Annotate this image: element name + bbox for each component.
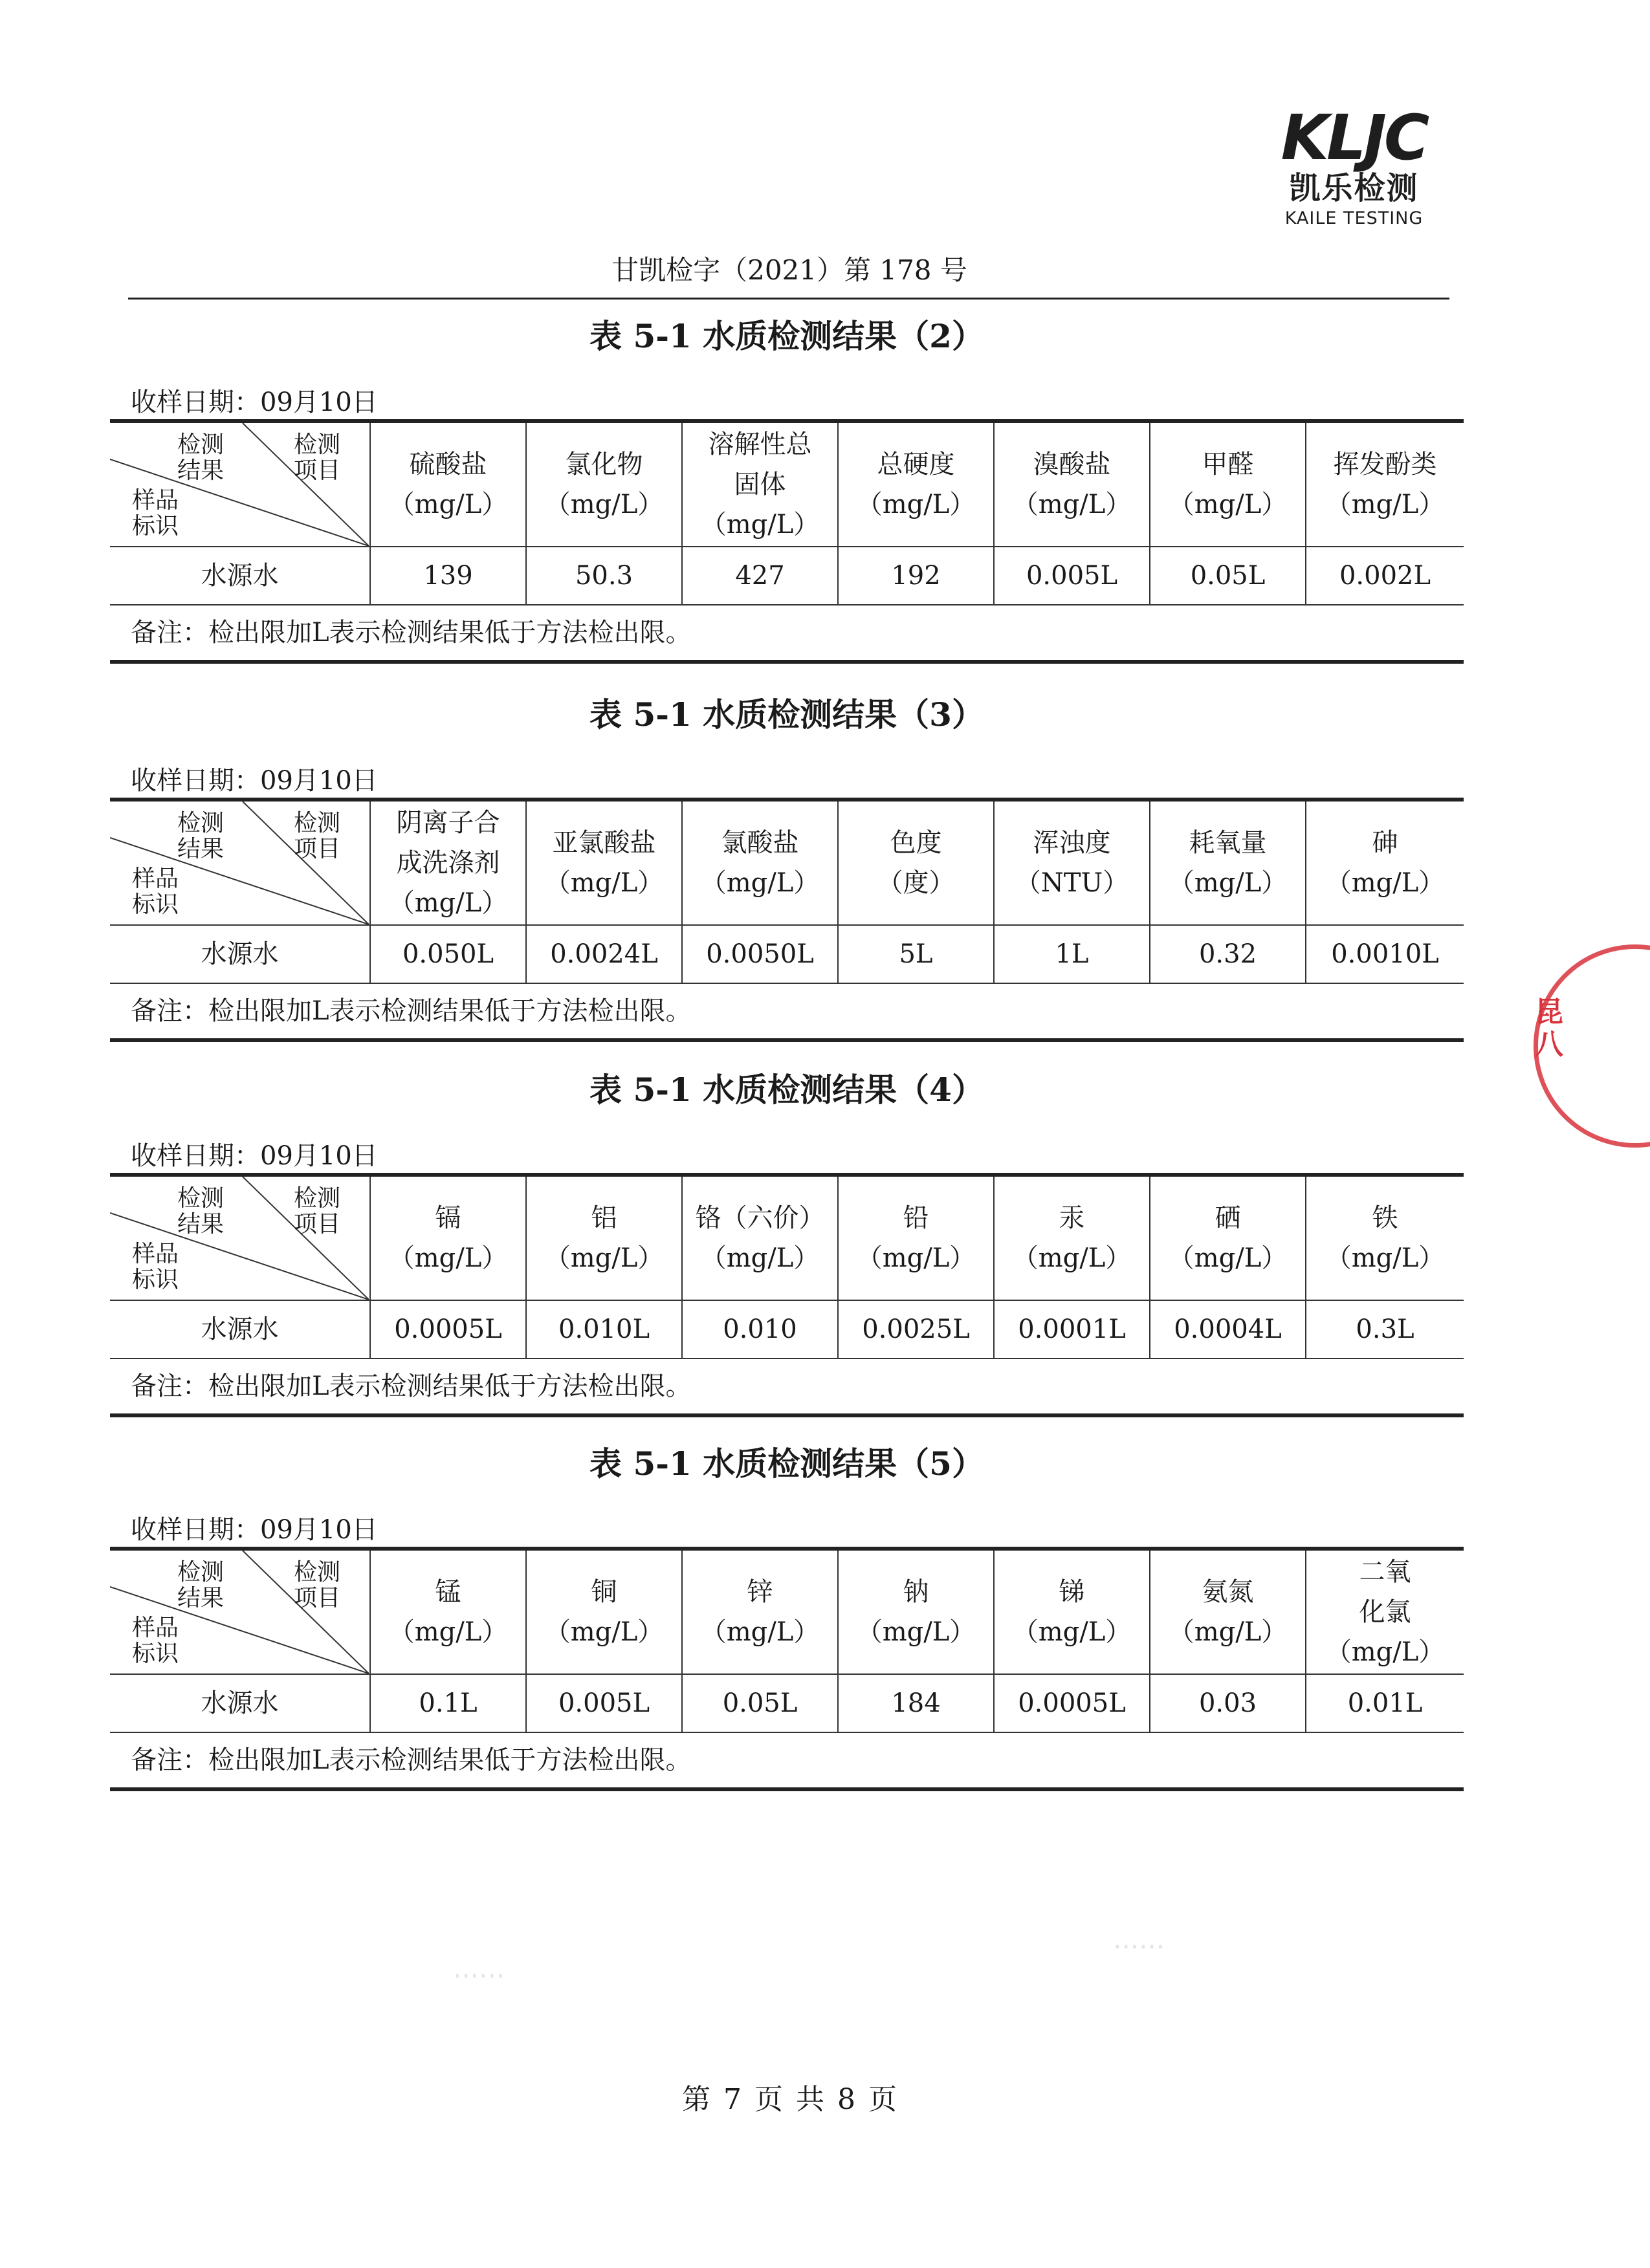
section-title: 表 5-1 水质检测结果（4） <box>589 1071 984 1109</box>
result-value-cell: 50.3 <box>526 547 682 605</box>
diag-label-result: 检测 结果 <box>177 431 224 484</box>
company-logo <box>1268 102 1440 230</box>
column-header <box>1150 800 1306 925</box>
result-value-cell: 0.0050L <box>682 925 838 983</box>
column-header-label: 氯化物 （mg/L） <box>544 450 664 519</box>
column-header <box>526 1549 682 1674</box>
section-title: 表 5-1 水质检测结果（2） <box>589 317 984 355</box>
column-header-label: 锰 （mg/L） <box>388 1577 508 1647</box>
column-header <box>838 800 994 925</box>
column-header-label: 亚氯酸盐 （mg/L） <box>544 828 664 898</box>
section-title: 表 5-1 水质检测结果（3） <box>589 695 984 734</box>
show-through-signature-2: ······ <box>453 1960 505 1992</box>
result-value-cell: 0.002L <box>1306 547 1464 605</box>
column-header <box>526 800 682 925</box>
column-header-label: 色度 （度） <box>877 828 955 898</box>
result-value-cell: 5L <box>838 925 994 983</box>
result-value-cell: 0.03 <box>1150 1674 1306 1732</box>
sample-id-cell: 水源水 <box>110 547 370 605</box>
table-header-row <box>110 800 1464 925</box>
column-header <box>1150 1175 1306 1300</box>
diag-label-result: 检测 结果 <box>177 1185 224 1238</box>
result-value-cell: 139 <box>370 547 526 605</box>
sample-id-cell: 水源水 <box>110 1674 370 1732</box>
page-footer: 第 7 页 共 8 页 <box>682 2083 897 2116</box>
result-value-cell: 0.05L <box>682 1674 838 1732</box>
result-value-cell: 0.0010L <box>1306 925 1464 983</box>
table-note: 备注：检出限加L表示检测结果低于方法检出限。 <box>110 605 1464 662</box>
result-value-cell: 0.05L <box>1150 547 1306 605</box>
result-value-cell: 0.0005L <box>370 1300 526 1358</box>
sampling-date: 收样日期：09月10日 <box>131 1515 378 1545</box>
table-row <box>110 1674 1464 1732</box>
diagonal-header-cell <box>110 800 370 925</box>
table-note-row <box>110 605 1464 662</box>
diag-label-sample: 样品 标识 <box>131 866 179 918</box>
column-header-label: 耗氧量 （mg/L） <box>1168 828 1288 898</box>
column-header <box>994 1549 1150 1674</box>
table-note-row <box>110 1358 1464 1415</box>
diag-label-item: 检测 项目 <box>293 1559 340 1611</box>
table-header-row <box>110 1549 1464 1674</box>
column-header <box>838 1549 994 1674</box>
column-header <box>370 421 526 547</box>
column-header <box>370 800 526 925</box>
result-section <box>110 1071 1464 1417</box>
column-header <box>682 800 838 925</box>
column-header-label: 镉 （mg/L） <box>388 1203 508 1273</box>
result-value-cell: 0.005L <box>526 1674 682 1732</box>
result-value-cell: 0.050L <box>370 925 526 983</box>
column-header-label: 溴酸盐 （mg/L） <box>1012 450 1132 519</box>
column-header <box>682 421 838 547</box>
result-value-cell: 0.0001L <box>994 1300 1150 1358</box>
diag-label-result: 检测 结果 <box>177 1559 224 1611</box>
column-header-label: 铁 （mg/L） <box>1325 1203 1445 1273</box>
column-header <box>994 1175 1150 1300</box>
result-value-cell: 192 <box>838 547 994 605</box>
sample-id-cell: 水源水 <box>110 925 370 983</box>
logo-mark: KLJC <box>1281 102 1427 174</box>
sample-id-cell: 水源水 <box>110 1300 370 1358</box>
column-header <box>370 1175 526 1300</box>
table-row <box>110 547 1464 605</box>
table-row <box>110 1300 1464 1358</box>
column-header-label: 锑 （mg/L） <box>1012 1577 1132 1647</box>
column-header-label: 氨氮 （mg/L） <box>1168 1577 1288 1647</box>
diag-label-item: 检测 项目 <box>293 810 340 862</box>
logo-name-cn: 凯乐检测 <box>1289 170 1419 206</box>
results-table <box>110 1547 1464 1791</box>
show-through-signature-1: ······ <box>1113 1931 1165 1963</box>
column-header-label: 锌 （mg/L） <box>700 1577 820 1647</box>
table-note: 备注：检出限加L表示检测结果低于方法检出限。 <box>110 1358 1464 1415</box>
column-header-label: 铜 （mg/L） <box>544 1577 664 1647</box>
column-header-label: 铝 （mg/L） <box>544 1203 664 1273</box>
column-header-label: 总硬度 （mg/L） <box>856 450 976 519</box>
result-value-cell: 0.3L <box>1306 1300 1464 1358</box>
column-header <box>1306 1549 1464 1674</box>
results-table <box>110 419 1464 664</box>
column-header-label: 铬（六价） （mg/L） <box>695 1203 825 1273</box>
logo-name-en: KAILE TESTING <box>1284 208 1424 228</box>
column-header <box>1306 1175 1464 1300</box>
sampling-date: 收样日期：09月10日 <box>131 1141 378 1171</box>
column-header-label: 挥发酚类 （mg/L） <box>1325 450 1445 519</box>
column-header <box>682 1175 838 1300</box>
table-note-row <box>110 983 1464 1040</box>
diagonal-header-cell <box>110 1549 370 1674</box>
column-header-label: 浑浊度 （NTU） <box>1015 828 1129 898</box>
result-value-cell: 1L <box>994 925 1150 983</box>
result-value-cell: 0.1L <box>370 1674 526 1732</box>
result-value-cell: 184 <box>838 1674 994 1732</box>
table-row <box>110 925 1464 983</box>
column-header-label: 硫酸盐 （mg/L） <box>388 450 508 519</box>
results-table <box>110 798 1464 1042</box>
result-section <box>110 317 1464 664</box>
result-value-cell: 0.005L <box>994 547 1150 605</box>
result-value-cell: 0.010 <box>682 1300 838 1358</box>
column-header <box>526 1175 682 1300</box>
diag-label-item: 检测 项目 <box>293 1185 340 1238</box>
result-section <box>110 695 1464 1042</box>
document-number: 甘凯检字（2021）第 178 号 <box>611 254 967 286</box>
column-header <box>1150 1549 1306 1674</box>
results-table <box>110 1173 1464 1417</box>
column-header <box>1306 800 1464 925</box>
result-value-cell: 0.0024L <box>526 925 682 983</box>
result-value-cell: 0.32 <box>1150 925 1306 983</box>
column-header-label: 汞 （mg/L） <box>1012 1203 1132 1273</box>
result-section <box>110 1445 1464 1791</box>
column-header <box>1150 421 1306 547</box>
column-header-label: 硒 （mg/L） <box>1168 1203 1288 1273</box>
diagonal-header-cell <box>110 1175 370 1300</box>
result-value-cell: 0.010L <box>526 1300 682 1358</box>
result-value-cell: 0.0004L <box>1150 1300 1306 1358</box>
column-header-label: 溶解性总 固体 （mg/L） <box>700 430 820 540</box>
result-value-cell: 0.0005L <box>994 1674 1150 1732</box>
diag-label-sample: 样品 标识 <box>131 1241 179 1293</box>
sampling-date: 收样日期：09月10日 <box>131 387 378 417</box>
diag-label-result: 检测 结果 <box>177 810 224 862</box>
column-header-label: 二氧 化氯 （mg/L） <box>1325 1557 1445 1667</box>
column-header-label: 铅 （mg/L） <box>856 1203 976 1273</box>
diag-label-item: 检测 项目 <box>293 431 340 484</box>
header-divider <box>128 298 1449 300</box>
section-title: 表 5-1 水质检测结果（5） <box>589 1445 984 1483</box>
column-header <box>994 800 1150 925</box>
result-value-cell: 0.0025L <box>838 1300 994 1358</box>
result-value-cell: 0.01L <box>1306 1674 1464 1732</box>
column-header-label: 砷 （mg/L） <box>1325 828 1445 898</box>
column-header-label: 氯酸盐 （mg/L） <box>700 828 820 898</box>
column-header <box>994 421 1150 547</box>
table-note-row <box>110 1732 1464 1789</box>
table-note: 备注：检出限加L表示检测结果低于方法检出限。 <box>110 983 1464 1040</box>
column-header-label: 钠 （mg/L） <box>856 1577 976 1647</box>
seal-text: 昆八 <box>1535 996 1563 1061</box>
column-header <box>370 1549 526 1674</box>
column-header <box>526 421 682 547</box>
diagonal-header-cell <box>110 421 370 547</box>
column-header-label: 阴离子合 成洗涤剂 （mg/L） <box>388 808 508 918</box>
diag-label-sample: 样品 标识 <box>131 1615 179 1667</box>
column-header <box>838 421 994 547</box>
result-value-cell: 427 <box>682 547 838 605</box>
column-header-label: 甲醛 （mg/L） <box>1168 450 1288 519</box>
column-header <box>1306 421 1464 547</box>
table-header-row <box>110 421 1464 547</box>
diag-label-sample: 样品 标识 <box>131 487 179 540</box>
table-header-row <box>110 1175 1464 1300</box>
column-header <box>682 1549 838 1674</box>
column-header <box>838 1175 994 1300</box>
table-note: 备注：检出限加L表示检测结果低于方法检出限。 <box>110 1732 1464 1789</box>
sampling-date: 收样日期：09月10日 <box>131 766 378 796</box>
